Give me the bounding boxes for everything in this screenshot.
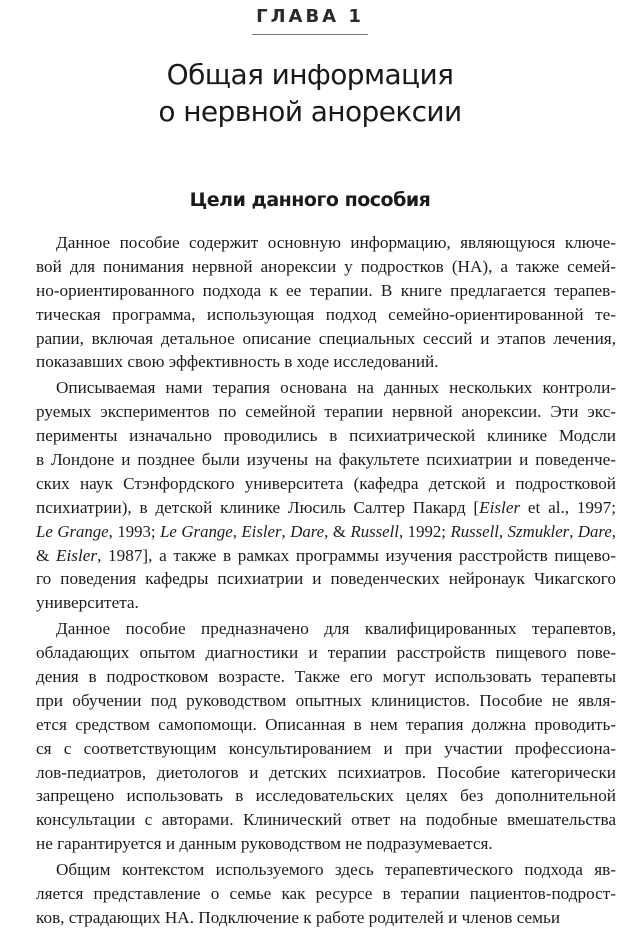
text-line: при обучении под руководством опытных клиницистов. Пособие не явля-: [36, 690, 616, 710]
text-line: обладающих опытом диагностики и терапии расстройств пищевого пове-: [36, 643, 616, 663]
chapter-title-line: Общая информация: [166, 58, 454, 91]
text-line: вой для понимания нервной анорексии у подростков (НА), а также семей-: [36, 256, 616, 276]
paragraph: [36, 231, 616, 374]
text-line: Описываемая нами терапия основана на данных нескольких контроли-: [56, 378, 616, 398]
text-line: & Eisler, 1987], а также в рамках программы изучения расстройств пищево-: [36, 545, 616, 565]
text-line: в Лондоне и позднее были изучены на факультете психиатрии и поведенче-: [36, 450, 616, 470]
text-line: показавших свою эффективность в ходе исследований.: [36, 352, 439, 372]
paragraph: [36, 858, 616, 930]
text-line: университета.: [36, 593, 139, 613]
text-line: рапии, включая детальное описание специальных сессий и этапов лечения,: [36, 328, 616, 348]
text-line: лов-педиатров, диетологов и детских психиатров. Пособие категорически: [36, 762, 616, 782]
text-line: психиатрии), в детской клинике Люсиль Салтер Пакард [Eisler et al., 1997;: [36, 497, 616, 517]
text-line: не гарантируется и данным руководством не подразумевается.: [36, 834, 493, 854]
text-line: перименты изначально проводились в психиатрической клинике Модсли: [36, 426, 616, 446]
chapter-title: [0, 56, 620, 130]
text-line: ков, страдающих НА. Подключение к работе родителей и членов семьи: [36, 907, 561, 927]
text-line: ется средством самопомощи. Описанная в нем терапия должна проводить-: [36, 714, 616, 734]
body-text: [36, 231, 616, 932]
chapter-divider: [252, 34, 368, 35]
text-line: Данное пособие содержит основную информацию, являющуюся ключе-: [56, 233, 616, 252]
paragraph: [36, 376, 616, 615]
text-line: ских наук Стэнфордского университета (кафедра детской и подростковой: [36, 473, 616, 493]
text-line: Данное пособие предназначено для квалифицированных терапевтов,: [56, 619, 616, 639]
text-line: тическая программа, использующая подход семейно-ориентированной те-: [36, 304, 616, 324]
text-line: Общим контекстом используемого здесь терапевтического подхода яв-: [56, 860, 616, 880]
chapter-title-line: о нервной анорексии: [158, 95, 462, 128]
text-line: запрещено использовать в исследовательских целях без дополнительной: [36, 786, 616, 806]
text-line: консультации с авторами. Клинический ответ на подобные вмешательства: [36, 810, 616, 830]
section-heading: Цели данного пособия: [189, 189, 431, 211]
text-line: ляется представление о семье как ресурсе в терапии пациентов-подрост-: [36, 884, 616, 904]
text-line: дения в подростковом возрасте. Также его могут использовать терапевты: [36, 667, 616, 687]
text-line: Le Grange, 1993; Le Grange, Eisler, Dare, & Russell, 1992; Russell, Szmukler, Dare,: [36, 521, 616, 541]
text-line: ся с соответствующим консультированием и при участии профессиона-: [36, 738, 616, 758]
paragraph: [36, 617, 616, 856]
text-line: но-ориентированного подхода к ее терапии. В книге предлагается терапев-: [36, 280, 616, 300]
text-line: го поведения кафедры психиатрии и поведенческих нейронаук Чикагского: [36, 569, 616, 589]
text-line: руемых экспериментов по семейной терапии нервной анорексии. Эти экс-: [36, 402, 616, 422]
chapter-label: ГЛАВА 1: [256, 6, 364, 27]
